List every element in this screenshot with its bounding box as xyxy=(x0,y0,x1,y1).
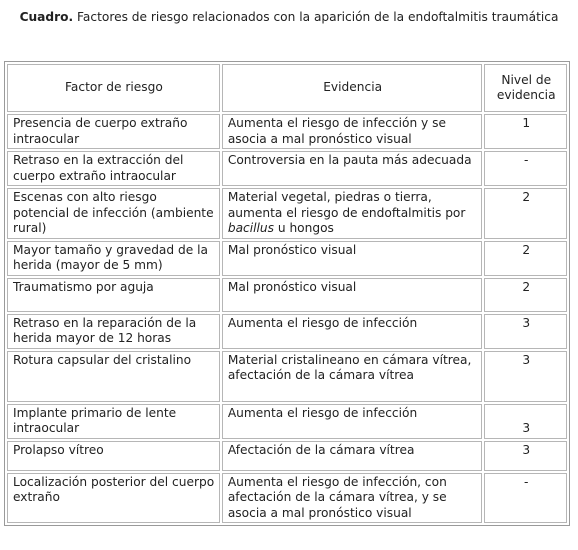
cell-evidence: Controversia en la pauta más adecuada xyxy=(222,151,483,186)
cell-level: - xyxy=(484,473,567,524)
table-row xyxy=(7,473,567,524)
cell-evidence: Mal pronóstico visual xyxy=(222,278,483,312)
cell-level: 2 xyxy=(484,188,567,239)
cell-factor: Localización posterior del cuerpo extraño xyxy=(7,473,220,524)
table-header-row xyxy=(7,64,567,112)
header-level: Nivel de evidencia xyxy=(484,64,567,112)
cell-factor: Retraso en la extracción del cuerpo extraño intraocular xyxy=(7,151,220,186)
risk-factors-table xyxy=(4,61,570,526)
cell-evidence: Afectación de la cámara vítrea xyxy=(222,441,483,471)
cell-level: 3 xyxy=(484,404,567,439)
table-row xyxy=(7,404,567,439)
table-caption xyxy=(0,9,578,25)
cell-factor: Prolapso vítreo xyxy=(7,441,220,471)
table-row xyxy=(7,114,567,149)
evidence-text: u hongos xyxy=(273,221,334,235)
cell-factor: Implante primario de lente intraocular xyxy=(7,404,220,439)
cell-level: 3 xyxy=(484,314,567,349)
cell-evidence: Aumenta el riesgo de infección, con afectación de la cámara vítrea, y se asocia a mal pronóstico visual xyxy=(222,473,483,524)
cell-evidence: Aumenta el riesgo de infección xyxy=(222,314,483,349)
header-evidence: Evidencia xyxy=(222,64,483,112)
header-factor: Factor de riesgo xyxy=(7,64,220,112)
evidence-text: Material vegetal, piedras o tierra, aumenta el riesgo de endoftalmitis por xyxy=(227,190,466,220)
table-row xyxy=(7,441,567,471)
cell-level: 1 xyxy=(484,114,567,149)
caption-label: Cuadro. xyxy=(19,10,74,24)
table-row xyxy=(7,151,567,186)
cell-factor: Presencia de cuerpo extraño intraocular xyxy=(7,114,220,149)
table-row xyxy=(7,188,567,239)
cell-evidence: Aumenta el riesgo de infección y se asocia a mal pronóstico visual xyxy=(222,114,483,149)
cell-evidence: Material cristalineano en cámara vítrea, afectación de la cámara vítrea xyxy=(222,351,483,402)
cell-level: 2 xyxy=(484,241,567,276)
table-row xyxy=(7,314,567,349)
cell-level: 2 xyxy=(484,278,567,312)
cell-level: - xyxy=(484,151,567,186)
evidence-italic: bacillus xyxy=(227,221,274,235)
cell-factor: Escenas con alto riesgo potencial de infección (ambiente rural) xyxy=(7,188,220,239)
cell-evidence xyxy=(222,188,483,239)
caption-text: Factores de riesgo relacionados con la aparición de la endoftalmitis traumática xyxy=(73,10,559,24)
table-row xyxy=(7,351,567,402)
cell-factor: Traumatismo por aguja xyxy=(7,278,220,312)
cell-factor: Mayor tamaño y gravedad de la herida (mayor de 5 mm) xyxy=(7,241,220,276)
cell-evidence: Aumenta el riesgo de infección xyxy=(222,404,483,439)
table-row xyxy=(7,241,567,276)
cell-level: 3 xyxy=(484,351,567,402)
cell-evidence: Mal pronóstico visual xyxy=(222,241,483,276)
cell-level: 3 xyxy=(484,441,567,471)
cell-factor: Retraso en la reparación de la herida mayor de 12 horas xyxy=(7,314,220,349)
table-row xyxy=(7,278,567,312)
cell-factor: Rotura capsular del cristalino xyxy=(7,351,220,402)
